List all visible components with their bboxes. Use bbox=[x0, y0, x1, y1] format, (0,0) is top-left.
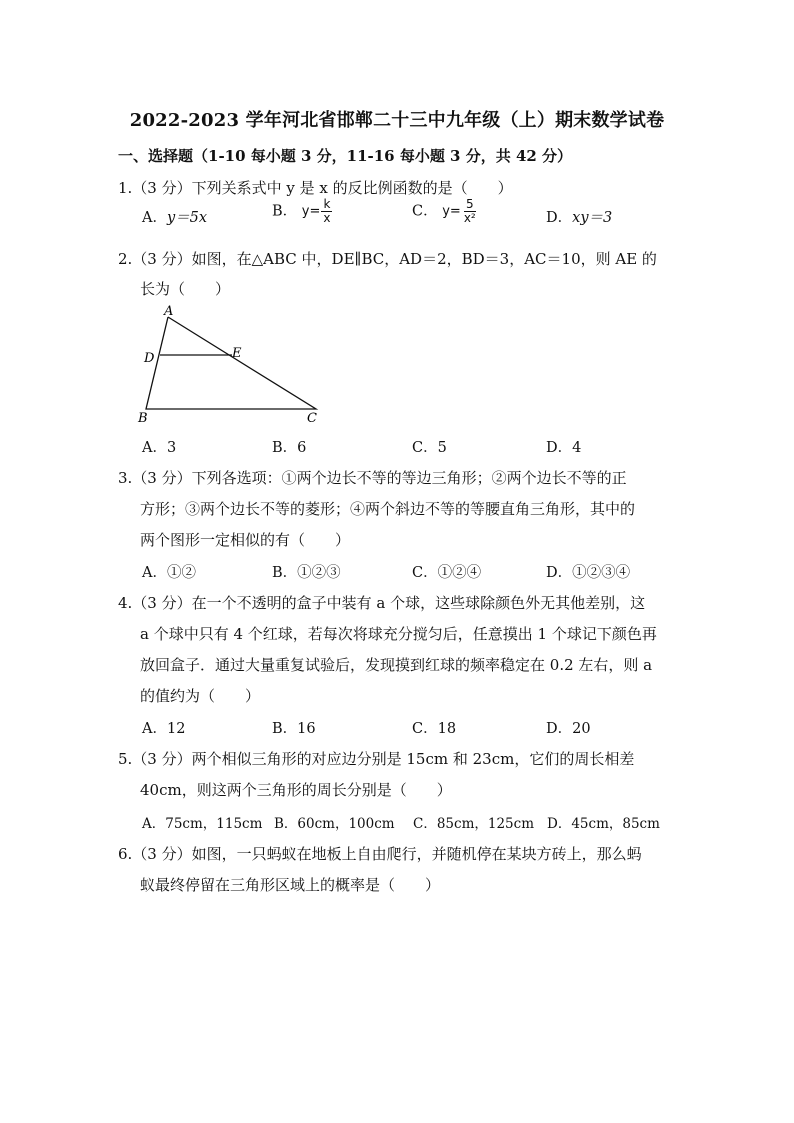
option-label: D． bbox=[546, 210, 573, 226]
question-2-option-b: B．6 bbox=[272, 440, 307, 456]
question-3-option-b: B．①②③ bbox=[272, 565, 341, 581]
question-2-stem-continued: 长为（ ） bbox=[140, 280, 231, 298]
question-2-stem: 2.（3 分）如图，在△ABC 中，DE∥BC，AD＝2，BD＝3，AC＝10，则 AE 的 bbox=[118, 250, 657, 268]
option-lhs: y= bbox=[442, 204, 461, 219]
vertex-label-a: A bbox=[164, 305, 174, 319]
question-3-line-1: 3.（3 分）下列各选项：①两个边长不等的等边三角形；②两个边长不等的正 bbox=[118, 469, 627, 487]
question-1-stem: 1.（3 分）下列关系式中 y 是 x 的反比例函数的是（ ） bbox=[118, 179, 513, 197]
question-2-option-d: D．4 bbox=[546, 440, 582, 456]
vertex-label-c: C bbox=[307, 411, 317, 426]
triangle-figure bbox=[135, 305, 330, 430]
fraction bbox=[321, 198, 332, 225]
question-4-option-a: A．12 bbox=[142, 721, 186, 737]
question-3-line-2: 方形；③两个边长不等的菱形；④两个斜边不等的等腰直角三角形，其中的 bbox=[140, 500, 636, 518]
question-3-option-d: D．①②③④ bbox=[546, 565, 631, 581]
question-5-line-1: 5.（3 分）两个相似三角形的对应边分别是 15cm 和 23cm，它们的周长相差 bbox=[118, 750, 635, 768]
vertex-label-b: B bbox=[138, 411, 148, 426]
question-3-option-c: C．①②④ bbox=[412, 565, 482, 581]
fraction-numerator: 5 bbox=[465, 197, 474, 211]
question-4-line-2: a 个球中只有 4 个红球，若每次将球充分搅匀后，任意摸出 1 个球记下颜色再 bbox=[140, 625, 657, 643]
section-heading: 一、选择题（1-10 每小题 3 分，11-16 每小题 3 分，共 42 分） bbox=[118, 147, 573, 165]
fraction bbox=[462, 198, 478, 225]
option-expression: xy＝3 bbox=[572, 210, 613, 226]
question-5-option-d: D．45cm，85cm bbox=[547, 816, 660, 832]
question-6-line-2: 蚁最终停留在三角形区域上的概率是（ ） bbox=[140, 876, 441, 894]
exam-title: 2022-2023 学年河北省邯郸二十三中九年级（上）期末数学试卷 bbox=[129, 110, 665, 131]
option-lhs: y= bbox=[301, 204, 321, 219]
fraction-denominator: x bbox=[323, 211, 331, 225]
question-5-option-b: B．60cm，100cm bbox=[274, 816, 395, 832]
option-expression: y＝5x bbox=[166, 210, 208, 226]
question-1-option-b bbox=[272, 198, 332, 225]
vertex-label-e: E bbox=[232, 346, 242, 361]
fraction-denominator: x² bbox=[463, 211, 476, 225]
question-4-line-1: 4.（3 分）在一个不透明的盒子中装有 a 个球，这些球除颜色外无其他差别，这 bbox=[118, 594, 646, 612]
question-6-line-1: 6.（3 分）如图，一只蚂蚁在地板上自由爬行，并随机停在某块方砖上，那么蚂 bbox=[118, 845, 642, 863]
question-3-line-3: 两个图形一定相似的有（ ） bbox=[140, 531, 351, 549]
question-5-option-a: A．75cm，115cm bbox=[142, 816, 263, 832]
option-label: C． bbox=[412, 203, 438, 220]
triangle-outline bbox=[146, 317, 316, 409]
question-2-option-a: A．3 bbox=[142, 440, 177, 456]
question-5-option-c: C．85cm，125cm bbox=[413, 816, 534, 832]
option-label: B． bbox=[272, 203, 298, 220]
question-3-option-a: A．①② bbox=[142, 565, 196, 581]
question-1-option-a bbox=[142, 206, 207, 227]
fraction-numerator: k bbox=[323, 197, 331, 211]
question-5-line-2: 40cm，则这两个三角形的周长分别是（ ） bbox=[140, 781, 452, 799]
question-4-line-4: 的值约为（ ） bbox=[140, 687, 261, 705]
question-4-option-b: B．16 bbox=[272, 721, 316, 737]
question-4-option-d: D．20 bbox=[546, 721, 591, 737]
question-1-option-d bbox=[546, 206, 612, 227]
vertex-label-d: D bbox=[144, 351, 155, 366]
question-1-option-c bbox=[412, 198, 478, 225]
question-2-option-c: C．5 bbox=[412, 440, 447, 456]
question-4-option-c: C．18 bbox=[412, 721, 457, 737]
question-4-line-3: 放回盒子．通过大量重复试验后，发现摸到红球的频率稳定在 0.2 左右，则 a bbox=[140, 656, 653, 674]
option-label: A． bbox=[142, 210, 167, 226]
